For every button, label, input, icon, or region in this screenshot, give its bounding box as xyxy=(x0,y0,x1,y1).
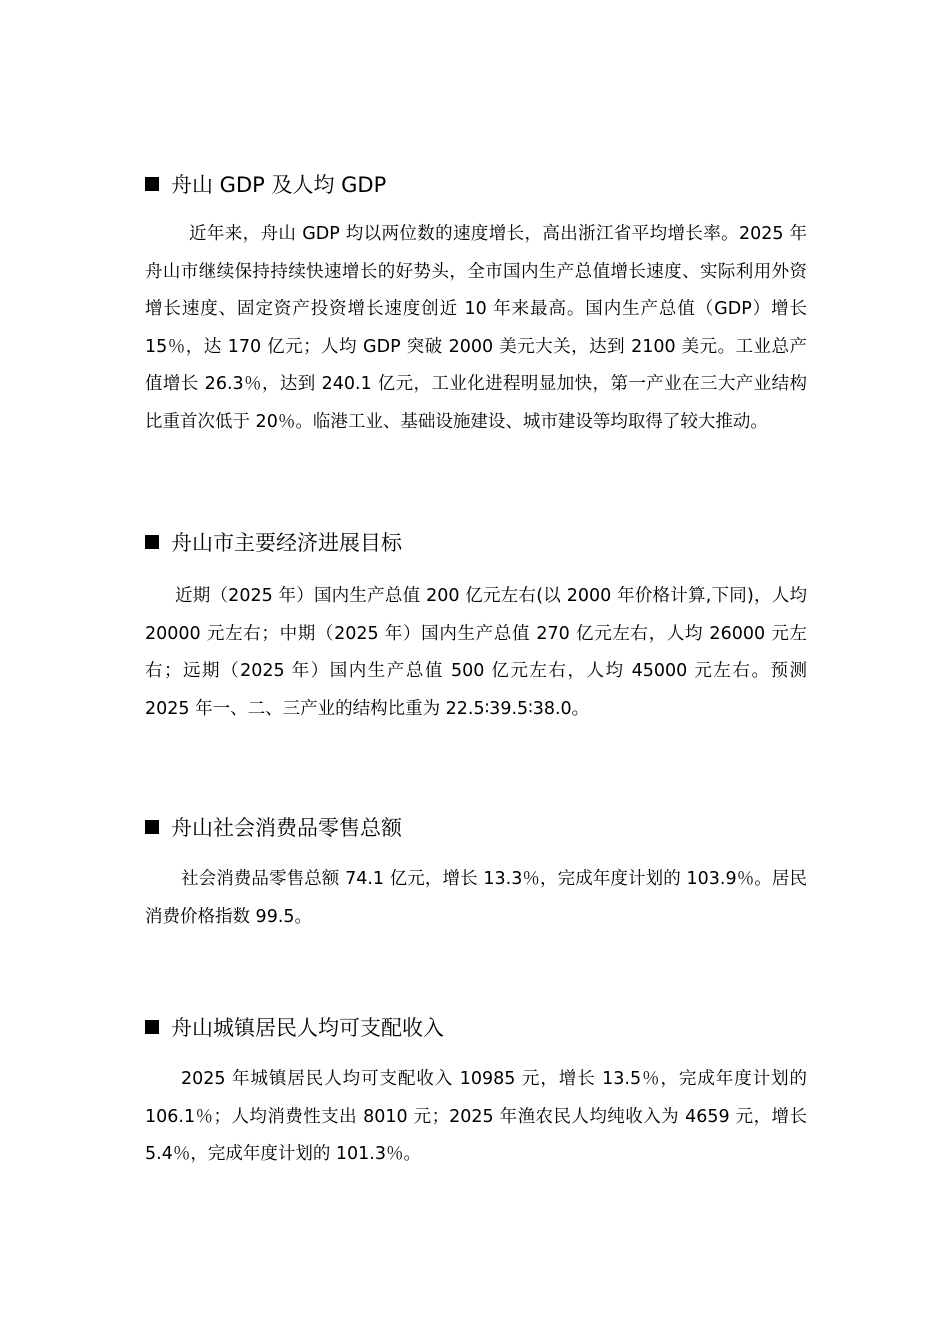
section-heading xyxy=(145,170,807,200)
section-paragraph: 近期（2025 年）国内生产总值 200 亿元左右(以 2000 年价格计算,下同)，人均 20000 元左右；中期（2025 年）国内生产总值 270 亿元左右，人均 26000 元左右；远期（2025 年）国内生产总值 500 亿元左右，人均 45000 元左右。预测 2025 年一、二、三产业的结构比重为 22.5∶39.5∶38.0。 xyxy=(145,586,807,719)
section-heading xyxy=(145,813,807,843)
section-retail-sales xyxy=(145,813,807,936)
section-disposable-income xyxy=(145,1013,807,1174)
section-paragraph: 2025 年城镇居民人均可支配收入 10985 元，增长 13.5％，完成年度计划的 106.1％；人均消费性支出 8010 元；2025 年渔农民人均纯收入为 4659 元，增长 5.4％，完成年度计划的 101.3％。 xyxy=(145,1069,807,1164)
section-economic-targets xyxy=(145,528,807,728)
section-heading-text: 舟山社会消费品零售总额 xyxy=(171,816,402,840)
square-bullet-icon xyxy=(145,1020,159,1034)
section-paragraph: 近年来，舟山 GDP 均以两位数的速度增长，高出浙江省平均增长率。2025 年舟山市继续保持持续快速增长的好势头，全市国内生产总值增长速度、实际利用外资增长速度、固定资产投资增长速度创近 10 年来最高。国内生产总值（GDP）增长 15％，达 170 亿元；人均 GDP 突破 2000 美元大关，达到 2100 美元。工业总产值增长 26.3％，达到 240.1 亿元，工业化进程明显加快，第一产业在三大产业结构比重首次低于 20％。临港工业、基础设施建设、城市建设等均取得了较大推动。 xyxy=(145,224,807,432)
square-bullet-icon xyxy=(145,535,159,549)
section-heading xyxy=(145,1013,807,1043)
section-heading xyxy=(145,528,807,558)
section-heading-text: 舟山城镇居民人均可支配收入 xyxy=(171,1016,444,1040)
section-gdp xyxy=(145,170,807,441)
section-heading-text: 舟山市主要经济进展目标 xyxy=(171,531,402,555)
section-paragraph: 社会消费品零售总额 74.1 亿元，增长 13.3％，完成年度计划的 103.9％。居民消费价格指数 99.5。 xyxy=(145,869,807,927)
section-heading-text: 舟山 GDP 及人均 GDP xyxy=(171,173,387,197)
square-bullet-icon xyxy=(145,177,159,191)
square-bullet-icon xyxy=(145,820,159,834)
